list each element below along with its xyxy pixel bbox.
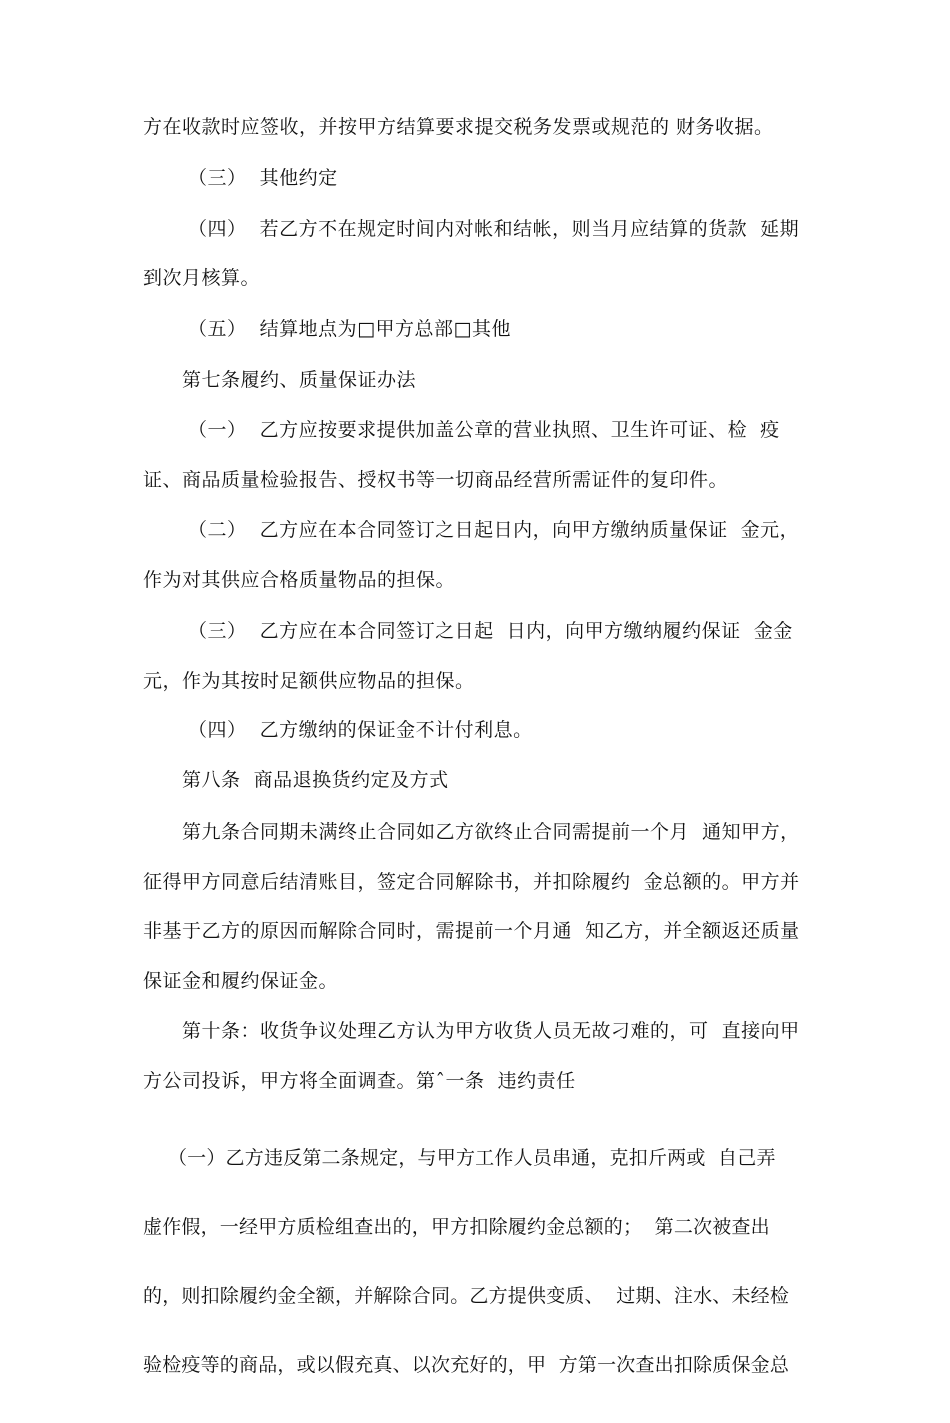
paragraph-line: 第十条：收货争议处理乙方认为甲方收货人员无故刁难的，可 直接向甲 — [182, 1020, 800, 1042]
dense-line: 验检疫等的商品，或以假充真、以次充好的，甲 方第一次查出扣除质保金总 — [143, 1354, 790, 1376]
paragraph-line: （三） 其他约定 — [188, 167, 338, 189]
paragraph-line: （五） 结算地点为□甲方总部□其他 — [188, 318, 511, 340]
paragraph-line: 作为对其供应合格质量物品的担保。 — [143, 569, 456, 591]
section-heading: 第七条履约、质量保证办法 — [182, 369, 417, 391]
paragraph-line: 证、商品质量检验报告、授权书等一切商品经营所需证件的复印件。 — [143, 469, 729, 491]
paragraph-line: 方公司投诉，甲方将全面调查。第ˆ一条 违约责任 — [143, 1070, 576, 1092]
paragraph-line: 到次月核算。 — [143, 267, 261, 289]
paragraph-line: 元，作为其按时足额供应物品的担保。 — [143, 670, 475, 692]
paragraph-line: 征得甲方同意后结清账目，签定合同解除书，并扣除履约 金总额的。甲方并 — [143, 871, 800, 893]
paragraph-line: （四） 乙方缴纳的保证金不计付利息。 — [188, 719, 533, 741]
paragraph-line: （二） 乙方应在本合同签订之日起日内，向甲方缴纳质量保证 金元， — [188, 519, 800, 541]
dense-line: 的，则扣除履约金全额，并解除合同。乙方提供变质、 过期、注水、未经检 — [143, 1285, 790, 1307]
paragraph-line: 方在收款时应签收，并按甲方结算要求提交税务发票或规范的 财务收据。 — [143, 116, 774, 138]
paragraph-line: 非基于乙方的原因而解除合同时，需提前一个月通 知乙方，并全额返还质量 — [143, 920, 800, 942]
dense-line: （一）乙方违反第二条规定，与甲方工作人员串通，克扣斤两或 自己弄 — [143, 1147, 776, 1169]
paragraph-line: 保证金和履约保证金。 — [143, 970, 339, 992]
paragraph-line: 第九条合同期未满终止合同如乙方欲终止合同需提前一个月 通知甲方， — [182, 821, 800, 843]
dense-paragraph — [143, 1101, 833, 1423]
section-heading: 第八条 商品退换货约定及方式 — [182, 769, 449, 791]
paragraph-line: （四） 若乙方不在规定时间内对帐和结帐，则当月应结算的货款 延期 — [188, 218, 800, 240]
paragraph-line: （三） 乙方应在本合同签订之日起 日内，向甲方缴纳履约保证 金金 — [188, 620, 793, 642]
dense-line: 虚作假，一经甲方质检组查出的，甲方扣除履约金总额的； 第二次被查出 — [143, 1216, 770, 1238]
paragraph-line: （一） 乙方应按要求提供加盖公章的营业执照、卫生许可证、检 疫 — [188, 419, 780, 441]
